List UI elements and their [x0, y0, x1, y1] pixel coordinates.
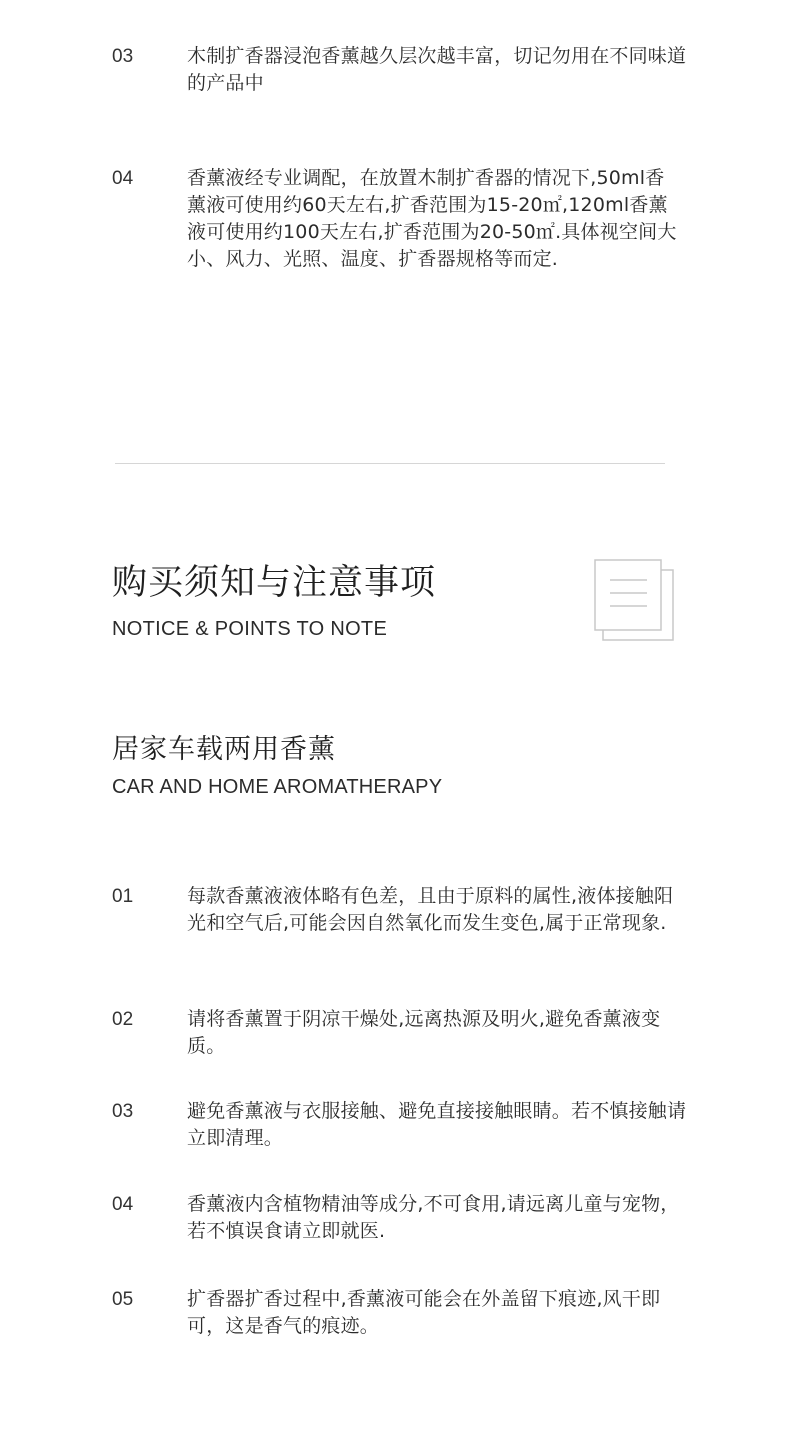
note-number: 02: [112, 1009, 134, 1030]
note-text: 请将香薰置于阴凉干燥处,远离热源及明火,避免香薰液变质。: [187, 1008, 661, 1057]
note-number: 04: [112, 1194, 134, 1215]
note-text: 香薰液内含植物精油等成分,不可食用,请远离儿童与宠物，若不慎误食请立即就医.: [187, 1193, 680, 1242]
section-title: 购买须知与注意事项: [112, 563, 437, 603]
note-number: 01: [112, 886, 134, 907]
note-text: 扩香器扩香过程中,香薰液可能会在外盖留下痕迹,风干即可，这是香气的痕迹。: [187, 1288, 661, 1337]
item-text: 木制扩香器浸泡香薰越久层次越丰富，切记勿用在不同味道的产品中: [187, 45, 687, 94]
note-text: 每款香薰液液体略有色差，且由于原料的属性,液体接触阳光和空气后,可能会因自然氧化而发生变色,属于正常现象.: [187, 885, 674, 934]
document-icon: [593, 558, 677, 644]
item-number: 04: [112, 168, 134, 189]
note-number: 05: [112, 1289, 134, 1310]
section-divider: [115, 463, 665, 464]
subsection-subtitle: CAR AND HOME AROMATHERAPY: [112, 776, 443, 798]
note-text: 避免香薰液与衣服接触、避免直接接触眼睛。若不慎接触请立即清理。: [187, 1100, 687, 1149]
note-number: 03: [112, 1101, 134, 1122]
item-text: 香薰液经专业调配，在放置木制扩香器的情况下,50ml香薰液可使用约60天左右,扩香范围为15-20㎡,120ml香薰液可使用约100天左右,扩香范围为20-50㎡.具体视空间大小、风力、光照、温度、扩香器规格等而定.: [187, 167, 677, 270]
subsection-title: 居家车载两用香薰: [112, 734, 336, 765]
section-subtitle: NOTICE & POINTS TO NOTE: [112, 618, 388, 640]
item-number: 03: [112, 46, 134, 67]
